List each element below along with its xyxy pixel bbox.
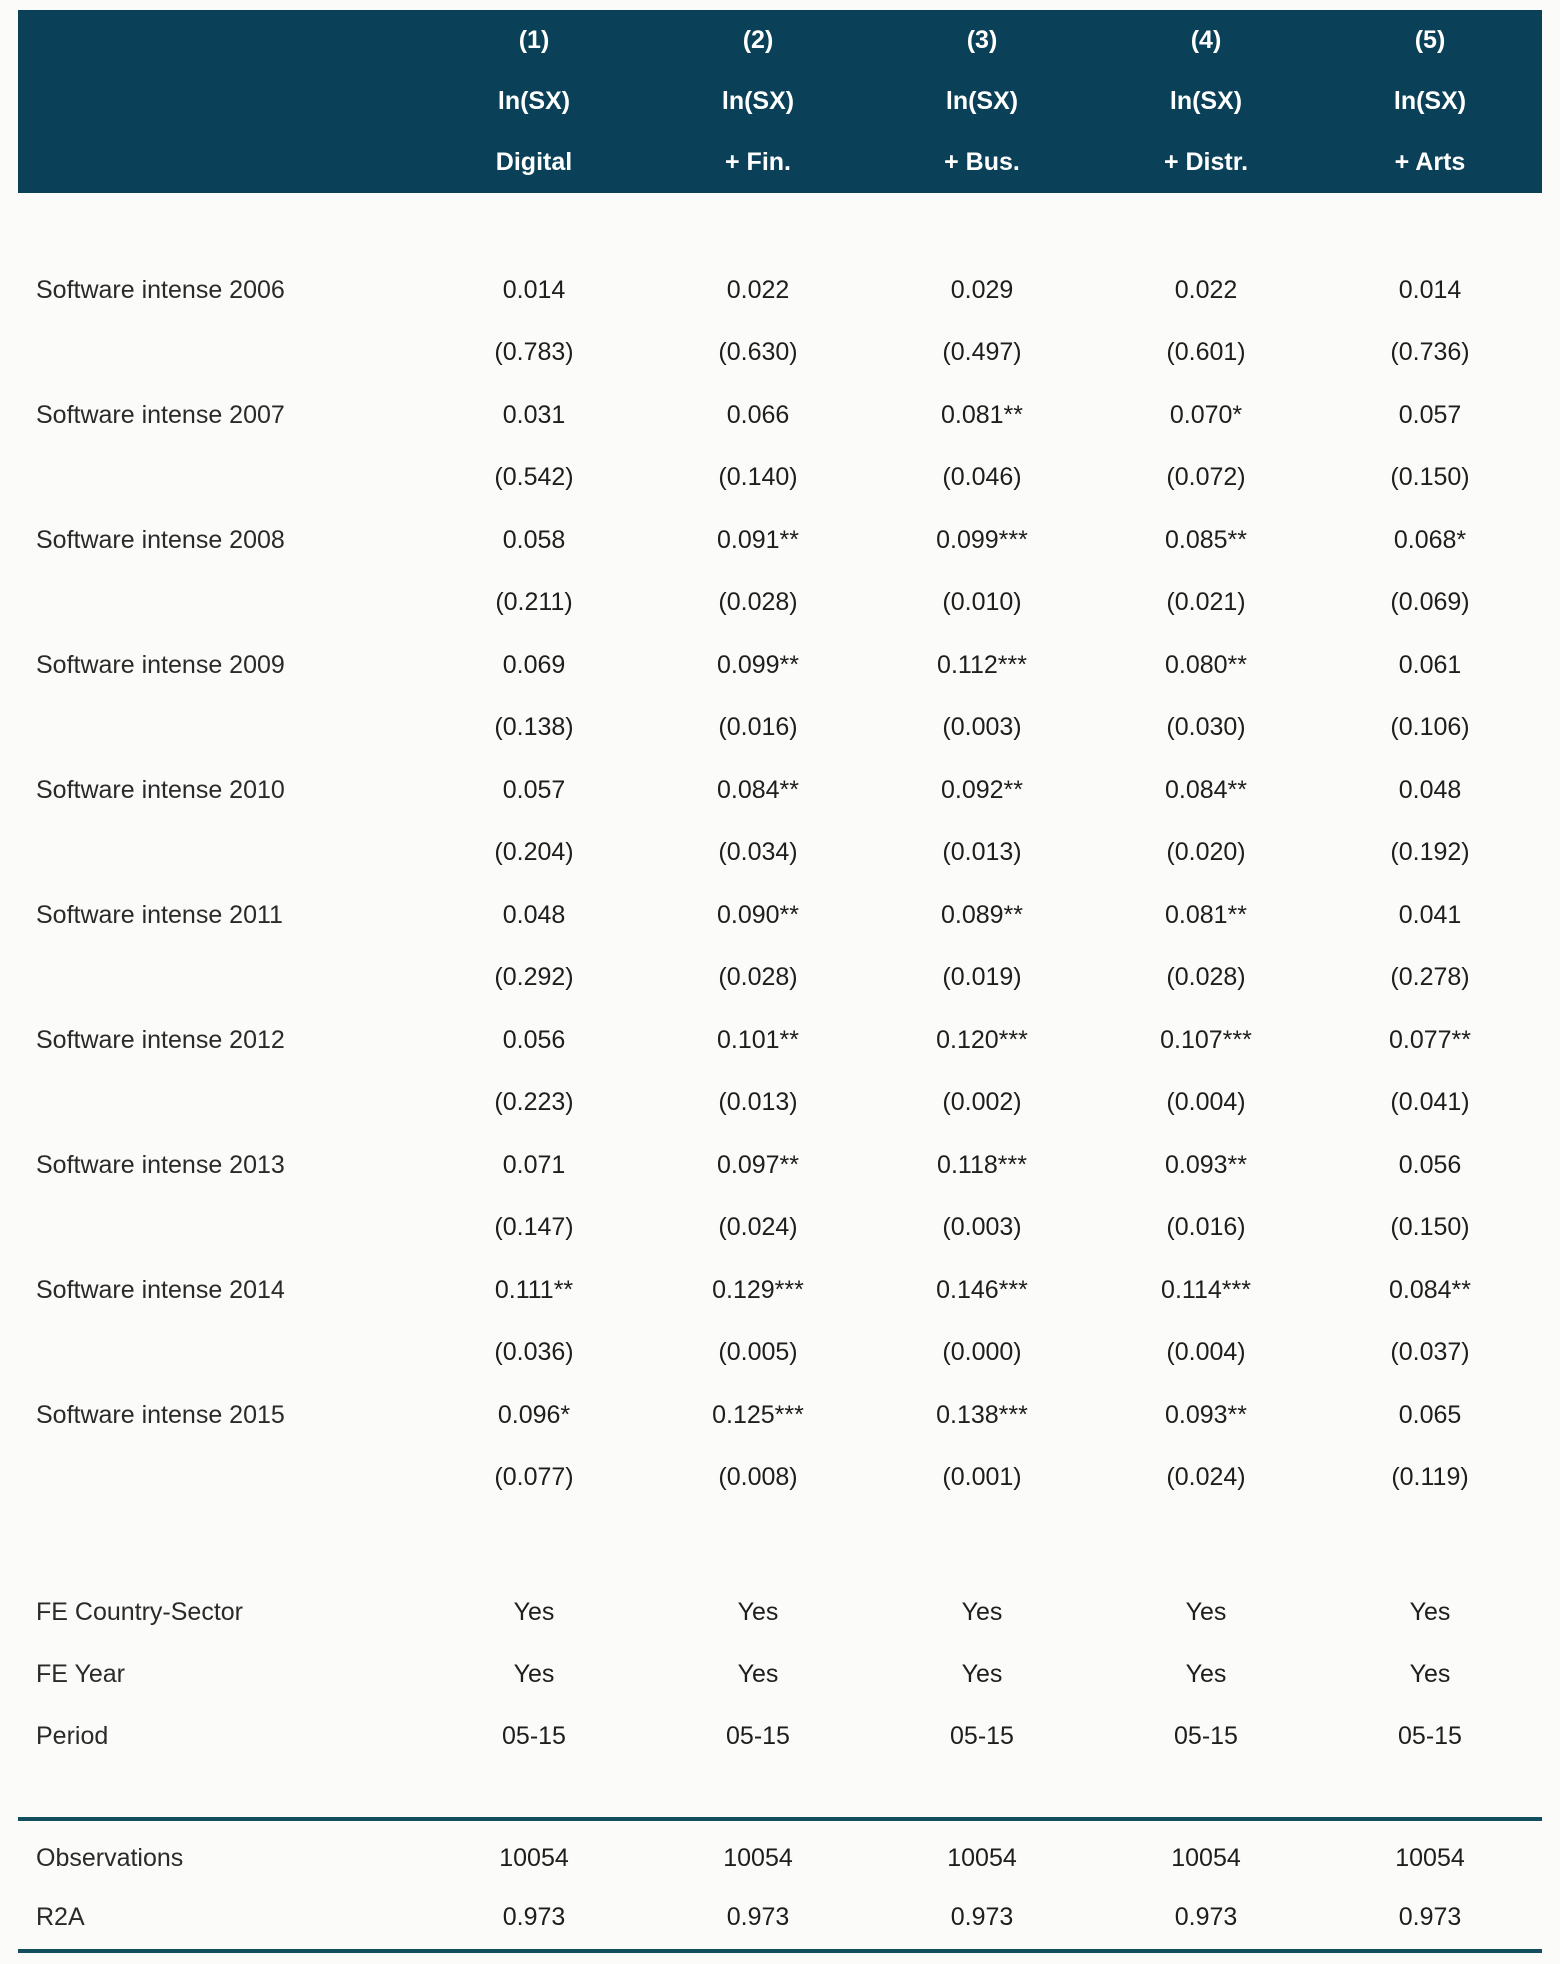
pvalue-row xyxy=(18,947,1542,1010)
pvalue-row xyxy=(18,447,1542,510)
coef-cell: 0.022 xyxy=(726,275,790,304)
pvalue-cell: (0.119) xyxy=(1391,1463,1469,1492)
spec-value-cell: Yes xyxy=(737,1659,779,1688)
coef-cell: 0.014 xyxy=(502,275,566,304)
pvalue-cell: (0.013) xyxy=(942,838,1022,867)
pvalue-cell: (0.004) xyxy=(1166,1338,1246,1367)
header-col-number: (5) xyxy=(1414,26,1446,54)
header-col-number: (3) xyxy=(966,26,998,54)
coef-cell: 0.085** xyxy=(1164,525,1248,554)
header-col-model: + Distr. xyxy=(1163,148,1249,176)
pvalue-cell: (0.036) xyxy=(494,1338,574,1367)
coef-row xyxy=(18,384,1542,447)
pvalue-cell: (0.783) xyxy=(494,338,574,367)
coef-cell: 0.069 xyxy=(502,650,566,679)
coef-cell: 0.096* xyxy=(497,1400,571,1429)
pvalue-cell: (0.004) xyxy=(1166,1088,1246,1117)
spec-value-cell: Yes xyxy=(961,1597,1003,1626)
pvalue-cell: (0.034) xyxy=(718,838,798,867)
coef-cell: 0.093** xyxy=(1164,1150,1248,1179)
pvalue-row xyxy=(18,1072,1542,1135)
spec-value-cell: Yes xyxy=(1409,1659,1451,1688)
spec-value-cell: Yes xyxy=(961,1659,1003,1688)
summary-row-label: R2A xyxy=(36,1903,85,1931)
row-label: Software intense 2007 xyxy=(36,400,285,429)
coef-cell: 0.146*** xyxy=(936,1275,1028,1304)
spec-value-cell: 05-15 xyxy=(1398,1721,1462,1750)
header-col-depvar: ln(SX) xyxy=(721,87,795,115)
pvalue-cell: (0.211) xyxy=(495,588,573,617)
pvalue-cell: (0.041) xyxy=(1390,1088,1470,1117)
pvalue-cell: (0.077) xyxy=(494,1463,574,1492)
pvalue-cell: (0.024) xyxy=(718,1213,798,1242)
spec-row-label: FE Country-Sector xyxy=(36,1597,244,1626)
coef-row xyxy=(18,1009,1542,1072)
coef-cell: 0.048 xyxy=(502,900,566,929)
coef-cell: 0.114*** xyxy=(1161,1275,1251,1304)
pvalue-cell: (0.003) xyxy=(942,713,1022,742)
coef-cell: 0.056 xyxy=(1398,1150,1462,1179)
summary-value-cell: 10054 xyxy=(499,1844,569,1872)
row-label: Software intense 2014 xyxy=(36,1275,285,1304)
coef-cell: 0.081** xyxy=(940,400,1024,429)
coef-cell: 0.071 xyxy=(502,1150,566,1179)
pvalue-cell: (0.028) xyxy=(718,588,798,617)
pvalue-cell: (0.003) xyxy=(942,1213,1022,1242)
coef-cell: 0.101** xyxy=(716,1025,800,1054)
coef-cell: 0.031 xyxy=(502,400,566,429)
header-col-model: + Fin. xyxy=(725,148,791,176)
coef-cell: 0.058 xyxy=(502,525,566,554)
pvalue-cell: (0.028) xyxy=(1166,963,1246,992)
pvalue-row xyxy=(18,1197,1542,1260)
pvalue-cell: (0.736) xyxy=(1390,338,1470,367)
header-line-depvar xyxy=(18,71,1542,132)
specification-section xyxy=(18,1581,1542,1767)
spec-value-cell: Yes xyxy=(1185,1597,1227,1626)
regression-table xyxy=(18,10,1542,1953)
pvalue-cell: (0.497) xyxy=(942,338,1022,367)
coef-cell: 0.065 xyxy=(1398,1400,1462,1429)
pvalue-cell: (0.147) xyxy=(494,1213,574,1242)
header-col-number: (4) xyxy=(1190,26,1222,54)
summary-row xyxy=(18,1888,1542,1947)
pvalue-cell: (0.630) xyxy=(718,338,798,367)
spec-value-cell: Yes xyxy=(737,1597,779,1626)
pvalue-cell: (0.292) xyxy=(494,963,574,992)
coef-cell: 0.084** xyxy=(716,775,800,804)
coef-cell: 0.057 xyxy=(1398,400,1462,429)
pvalue-cell: (0.020) xyxy=(1166,838,1246,867)
pvalue-cell: (0.005) xyxy=(718,1338,798,1367)
coef-row xyxy=(18,509,1542,572)
pvalue-row xyxy=(18,697,1542,760)
coef-cell: 0.090** xyxy=(716,900,800,929)
spec-row-label: FE Year xyxy=(36,1659,125,1688)
spec-value-cell: Yes xyxy=(1185,1659,1227,1688)
pvalue-cell: (0.001) xyxy=(942,1463,1022,1492)
pvalue-cell: (0.069) xyxy=(1390,588,1470,617)
summary-value-cell: 0.973 xyxy=(950,1903,1014,1931)
header-col-model: Digital xyxy=(495,148,573,176)
spec-value-cell: 05-15 xyxy=(502,1721,566,1750)
pvalue-cell: (0.138) xyxy=(494,713,574,742)
summary-row-label: Observations xyxy=(36,1844,184,1872)
summary-value-cell: 0.973 xyxy=(1174,1903,1238,1931)
spec-value-cell: 05-15 xyxy=(726,1721,790,1750)
coef-cell: 0.068* xyxy=(1393,525,1467,554)
pvalue-cell: (0.046) xyxy=(942,463,1022,492)
summary-value-cell: 10054 xyxy=(1171,1844,1241,1872)
coef-cell: 0.118*** xyxy=(937,1150,1027,1179)
summary-value-cell: 10054 xyxy=(723,1844,793,1872)
coef-row xyxy=(18,259,1542,322)
spec-value-cell: Yes xyxy=(1409,1597,1451,1626)
coef-cell: 0.057 xyxy=(502,775,566,804)
pvalue-cell: (0.016) xyxy=(1166,1213,1246,1242)
row-label: Software intense 2013 xyxy=(36,1150,285,1179)
coef-cell: 0.107*** xyxy=(1160,1025,1252,1054)
coef-cell: 0.097** xyxy=(716,1150,800,1179)
header-col-number: (1) xyxy=(518,26,550,54)
coef-row xyxy=(18,1134,1542,1197)
coef-row xyxy=(18,1384,1542,1447)
coef-cell: 0.061 xyxy=(1398,650,1462,679)
pvalue-cell: (0.037) xyxy=(1390,1338,1470,1367)
coef-cell: 0.056 xyxy=(502,1025,566,1054)
coef-cell: 0.111** xyxy=(494,1275,574,1304)
header-col-number: (2) xyxy=(742,26,774,54)
coef-cell: 0.066 xyxy=(726,400,790,429)
pvalue-cell: (0.010) xyxy=(942,588,1022,617)
coef-cell: 0.092** xyxy=(940,775,1024,804)
spec-value-cell: 05-15 xyxy=(950,1721,1014,1750)
row-label: Software intense 2008 xyxy=(36,525,285,554)
spec-value-cell: Yes xyxy=(513,1659,555,1688)
pvalue-row xyxy=(18,322,1542,385)
pvalue-cell: (0.002) xyxy=(942,1088,1022,1117)
row-label: Software intense 2009 xyxy=(36,650,285,679)
pvalue-cell: (0.278) xyxy=(1390,963,1470,992)
coef-cell: 0.084** xyxy=(1164,775,1248,804)
pvalue-cell: (0.601) xyxy=(1166,338,1246,367)
coef-cell: 0.048 xyxy=(1398,775,1462,804)
coef-cell: 0.120*** xyxy=(936,1025,1028,1054)
pvalue-cell: (0.223) xyxy=(494,1088,574,1117)
pvalue-row xyxy=(18,1322,1542,1385)
header-col-depvar: ln(SX) xyxy=(1169,87,1243,115)
table-header xyxy=(18,10,1542,193)
coef-cell: 0.112*** xyxy=(937,650,1027,679)
coef-cell: 0.080** xyxy=(1164,650,1248,679)
pvalue-cell: (0.140) xyxy=(718,463,798,492)
pvalue-cell: (0.072) xyxy=(1166,463,1246,492)
pvalue-cell: (0.204) xyxy=(494,838,574,867)
row-label: Software intense 2011 xyxy=(36,900,283,929)
pvalue-cell: (0.192) xyxy=(1390,838,1470,867)
coef-cell: 0.125*** xyxy=(712,1400,804,1429)
coef-row xyxy=(18,634,1542,697)
summary-value-cell: 0.973 xyxy=(502,1903,566,1931)
row-label: Software intense 2015 xyxy=(36,1400,285,1429)
pvalue-cell: (0.008) xyxy=(718,1463,798,1492)
header-line-model xyxy=(18,132,1542,193)
coef-row xyxy=(18,1259,1542,1322)
pvalue-row xyxy=(18,572,1542,635)
header-col-depvar: ln(SX) xyxy=(497,87,571,115)
pvalue-cell: (0.542) xyxy=(494,463,574,492)
summary-value-cell: 10054 xyxy=(1395,1844,1465,1872)
summary-section xyxy=(18,1817,1542,1953)
spec-row-label: Period xyxy=(36,1721,109,1750)
header-col-model: + Arts xyxy=(1394,148,1466,176)
coef-cell: 0.099*** xyxy=(936,525,1028,554)
pvalue-row xyxy=(18,822,1542,885)
summary-value-cell: 0.973 xyxy=(1398,1903,1462,1931)
pvalue-cell: (0.021) xyxy=(1166,588,1246,617)
pvalue-cell: (0.106) xyxy=(1390,713,1470,742)
spec-value-cell: Yes xyxy=(513,1597,555,1626)
coef-cell: 0.081** xyxy=(1164,900,1248,929)
coef-cell: 0.084** xyxy=(1388,1275,1472,1304)
coef-cell: 0.129*** xyxy=(712,1275,804,1304)
coef-cell: 0.022 xyxy=(1174,275,1238,304)
summary-value-cell: 10054 xyxy=(947,1844,1017,1872)
coef-row xyxy=(18,759,1542,822)
coef-cell: 0.041 xyxy=(1398,900,1462,929)
coef-cell: 0.091** xyxy=(716,525,800,554)
row-label: Software intense 2006 xyxy=(36,275,285,304)
spec-row xyxy=(18,1643,1542,1705)
pvalue-cell: (0.019) xyxy=(942,963,1022,992)
coef-cell: 0.093** xyxy=(1164,1400,1248,1429)
header-line-number xyxy=(18,10,1542,71)
pvalue-cell: (0.013) xyxy=(718,1088,798,1117)
header-col-depvar: ln(SX) xyxy=(945,87,1019,115)
coef-cell: 0.014 xyxy=(1398,275,1462,304)
coef-cell: 0.070* xyxy=(1169,400,1243,429)
summary-row xyxy=(18,1829,1542,1888)
coef-row xyxy=(18,884,1542,947)
coef-cell: 0.099** xyxy=(716,650,800,679)
pvalue-cell: (0.024) xyxy=(1166,1463,1246,1492)
pvalue-row xyxy=(18,1447,1542,1510)
pvalue-cell: (0.016) xyxy=(718,713,798,742)
coef-cell: 0.138*** xyxy=(936,1400,1028,1429)
coefficient-section xyxy=(18,193,1542,1509)
spec-value-cell: 05-15 xyxy=(1174,1721,1238,1750)
coef-cell: 0.029 xyxy=(950,275,1014,304)
pvalue-cell: (0.150) xyxy=(1390,1213,1470,1242)
header-col-depvar: ln(SX) xyxy=(1393,87,1467,115)
spec-row xyxy=(18,1581,1542,1643)
pvalue-cell: (0.000) xyxy=(942,1338,1022,1367)
pvalue-cell: (0.150) xyxy=(1390,463,1470,492)
row-label: Software intense 2010 xyxy=(36,775,285,804)
pvalue-cell: (0.030) xyxy=(1166,713,1246,742)
spec-row xyxy=(18,1705,1542,1767)
coef-cell: 0.089** xyxy=(940,900,1024,929)
row-label: Software intense 2012 xyxy=(36,1025,285,1054)
coef-cell: 0.077** xyxy=(1388,1025,1472,1054)
pvalue-cell: (0.028) xyxy=(718,963,798,992)
header-col-model: + Bus. xyxy=(944,148,1020,176)
summary-value-cell: 0.973 xyxy=(726,1903,790,1931)
